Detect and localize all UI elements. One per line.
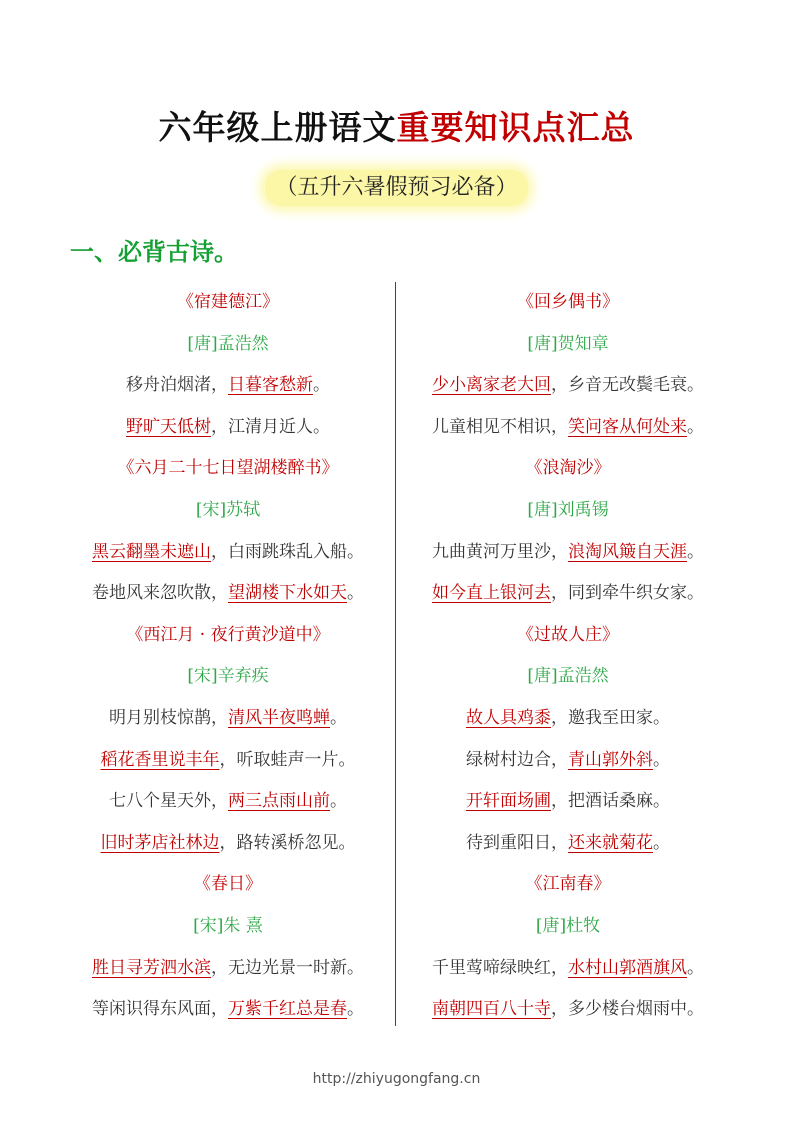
verse-line: [63, 573, 393, 615]
verse-text: 等闲识得东风面，: [92, 999, 228, 1020]
poem-title: 《过故人庄》: [517, 624, 619, 645]
poem-block: [63, 615, 393, 865]
verse-text: 待到重阳日，: [466, 832, 568, 853]
underlined-key-phrase: 旧时茅店社林边: [100, 832, 220, 853]
underlined-key-phrase: 黑云翻墨未遮山: [92, 541, 211, 562]
poem-title: 《浪淘沙》: [525, 458, 611, 479]
underlined-key-phrase: 望湖楼下水如天: [228, 583, 347, 604]
verse-text: 。: [687, 957, 704, 978]
underlined-key-phrase: 水村山郭酒旗风: [568, 957, 687, 978]
verse-line: [403, 573, 733, 615]
underlined-key-phrase: 如今直上银河去: [432, 583, 551, 604]
poem-author: [宋]苏轼: [195, 499, 261, 520]
underlined-key-phrase: 少小离家老大回: [432, 375, 551, 396]
page-title-red: 重要知识点汇总: [396, 108, 635, 147]
poem-title: 《春日》: [194, 874, 262, 895]
verse-text: 。: [330, 791, 347, 812]
poem-block: [63, 864, 393, 1030]
verse-text: 千里莺啼绿映红，: [432, 957, 568, 978]
verse-line: [63, 407, 393, 449]
verse-text: ，邀我至田家。: [551, 707, 670, 728]
verse-text: 。: [653, 832, 670, 853]
verse-text: 。: [687, 541, 704, 562]
verse-line: [403, 532, 733, 574]
verse-text: 。: [347, 583, 364, 604]
poem-title: 《六月二十七日望湖楼醉书》: [117, 458, 339, 479]
verse-text: ，路转溪桥忽见。: [219, 832, 356, 853]
verse-text: 七八个星天外，: [109, 791, 228, 812]
verse-line: [63, 365, 393, 407]
verse-text: 。: [330, 707, 347, 728]
verse-text: ，白雨跳珠乱入船。: [211, 541, 364, 562]
poem-author: [唐]刘禹锡: [527, 499, 609, 520]
poem-author: [宋]朱 熹: [193, 915, 263, 936]
verse-text: ，无边光景一时新。: [211, 957, 364, 978]
verse-text: 。: [347, 999, 364, 1020]
verse-text: 儿童相见不相识，: [432, 416, 568, 437]
underlined-key-phrase: 笑问客从何处来: [568, 416, 687, 437]
poem-author: [唐]孟浩然: [527, 666, 609, 687]
underlined-key-phrase: 胜日寻芳泗水滨: [92, 957, 211, 978]
right-poem-column: [403, 282, 733, 1031]
verse-line: [403, 823, 733, 865]
poem-author: [唐]孟浩然: [187, 333, 269, 354]
verse-line: [63, 532, 393, 574]
subtitle: （五升六暑假预习必备）: [265, 170, 527, 206]
verse-line: [63, 989, 393, 1031]
underlined-key-phrase: 南朝四百八十寺: [432, 999, 551, 1020]
footer-url: http://zhiyugongfang.cn: [312, 1071, 481, 1087]
underlined-key-phrase: 两三点雨山前: [228, 791, 330, 812]
underlined-key-phrase: 野旷天低树: [126, 416, 211, 437]
column-divider: [395, 282, 396, 1026]
verse-line: [403, 781, 733, 823]
verse-text: ，听取蛙声一片。: [219, 749, 356, 770]
poem-block: [403, 282, 733, 448]
poem-block: [403, 448, 733, 614]
verse-text: 。: [687, 416, 704, 437]
poem-title: 《江南春》: [525, 874, 611, 895]
page-title: [0, 106, 793, 150]
underlined-key-phrase: 还来就菊花: [568, 832, 653, 853]
verse-text: 卷地风来忽吹散，: [92, 583, 228, 604]
verse-text: ，乡音无改鬓毛衰。: [551, 375, 704, 396]
verse-text: ，把酒话桑麻。: [551, 791, 670, 812]
verse-line: [403, 698, 733, 740]
verse-text: ，多少楼台烟雨中。: [551, 999, 704, 1020]
verse-text: 移舟泊烟渚，: [126, 375, 228, 396]
poem-block: [403, 615, 733, 865]
verse-line: [63, 948, 393, 990]
underlined-key-phrase: 青山郭外斜: [568, 749, 653, 770]
poem-author: [唐]杜牧: [535, 915, 601, 936]
underlined-key-phrase: 清风半夜鸣蝉: [228, 707, 330, 728]
subtitle-container: [0, 170, 793, 206]
underlined-key-phrase: 万紫千红总是春: [228, 999, 347, 1020]
verse-text: 明月别枝惊鹊，: [109, 707, 228, 728]
verse-line: [63, 740, 393, 782]
poem-title: 《宿建德江》: [177, 292, 279, 312]
poem-block: [63, 448, 393, 614]
underlined-key-phrase: 日暮客愁新: [228, 375, 313, 396]
verse-text: 九曲黄河万里沙，: [432, 541, 568, 562]
verse-line: [403, 948, 733, 990]
verse-text: ，江清月近人。: [211, 416, 330, 437]
verse-line: [403, 989, 733, 1031]
verse-text: 绿树村边合，: [466, 749, 568, 770]
verse-text: 。: [653, 749, 670, 770]
poem-author: [唐]贺知章: [527, 333, 609, 354]
verse-line: [403, 407, 733, 449]
poem-block: [63, 282, 393, 448]
verse-line: [63, 698, 393, 740]
poem-block: [403, 864, 733, 1030]
poem-title: 《西江月 · 夜行黄沙道中》: [126, 624, 330, 645]
underlined-key-phrase: 开轩面场圃: [466, 791, 551, 812]
verse-line: [403, 740, 733, 782]
underlined-key-phrase: 浪淘风簸自天涯: [568, 541, 687, 562]
underlined-key-phrase: 故人具鸡黍: [466, 707, 551, 728]
verse-line: [63, 781, 393, 823]
page-title-black: 六年级上册语文: [158, 108, 397, 147]
section-heading: 一、必背古诗。: [70, 238, 238, 266]
verse-text: ，同到牵牛织女家。: [551, 583, 704, 604]
verse-line: [63, 823, 393, 865]
verse-line: [403, 365, 733, 407]
poem-title: 《回乡偶书》: [517, 292, 619, 312]
verse-text: 。: [313, 375, 330, 396]
left-poem-column: [63, 282, 393, 1031]
underlined-key-phrase: 稻花香里说丰年: [100, 749, 220, 770]
poem-author: [宋]辛弃疾: [187, 666, 269, 687]
